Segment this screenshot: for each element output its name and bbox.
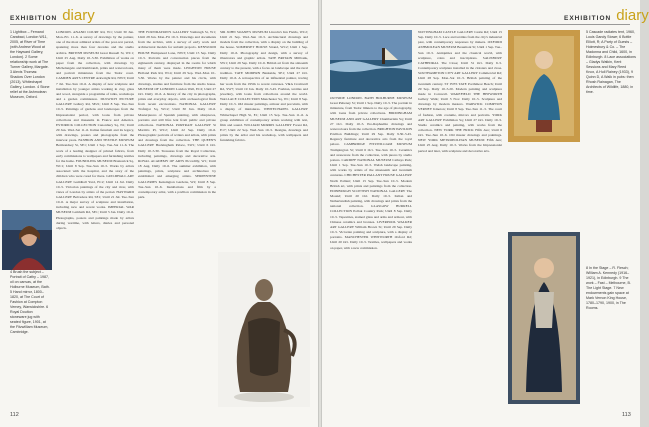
- woman-portrait-image: [2, 210, 52, 270]
- caption-bottom: 8 In the Stage – R. Flesch; William A. Kennedy (1916–1921), in Edinburgh. 9 The work – Fast – Melbourne, B. The Light Stage. 7 New endowments gain space at Mark Vernon King House, 1780–1790, 1900, in The Rooms.: [586, 266, 631, 310]
- left-page: [0, 0, 318, 427]
- jug-sculpture-image: [218, 252, 310, 407]
- section-label: EXHIBITION: [564, 15, 612, 22]
- header-rule: [330, 24, 630, 25]
- section-label: EXHIBITION: [10, 15, 58, 22]
- right-page: [322, 0, 649, 427]
- standing-figure-painting-image: [508, 232, 580, 404]
- caption-bottom: 4 Brush the subject – Portrait of Cathy – 1987, oil on canvas, at the Holburne Museum, Bath. 5 Hand mirror, 1800–1820, at The Court of Fashion at Compton Verney, Warwickshire. 6 Royal Doulton stoneware jug with seated figure, 1901, at the Fitzwilliam Museum, Cambridge.: [10, 270, 50, 334]
- left-header: [10, 9, 95, 23]
- page-number: 113: [622, 412, 631, 418]
- section-title: diary: [616, 7, 649, 24]
- listing-column-1: LONDON. ANAND COURT Rd, W1; Until 30 Jun. Mon–Fri. 11–6. A survey of drawings by the painter, one of the most admired artists of the post-war period, spanning more than four decades and the studio archive. BRITISH MUSEUM Great Russell St, WC1; Until 25 Aug. Daily 10–5.30. Exhibition of works on paper from the collection, with drawings by Michelangelo and Rembrandt, prints and watercolours, and portrait miniatures from the Tudor court. CAMDEN ARTS CENTRE Arkwright Rd, NW3; Until 7 Jul. Tue–Sun 10–6. A display of new sculpture and installation by younger artists working in clay, glass and wood, alongside a programme of talks, workshops and a garden commission. DULWICH PICTURE GALLERY Gallery Rd, SE21; Until 8 Sep. Tue–Sun 10–5. Paintings of gardens and landscapes from the Impressionist period, with loans from private collections and museums in France and America. ESTORICK COLLECTION Canonbury Sq, N1; Until 29 Jun. Wed–Sat 11–6. Italian futurism and its legacy, with drawings, posters and photographs from the interwar years. FASHION AND TEXTILE MUSEUM Bermondsey St, SE1; Until 1 Sep. Tue–Sat 11–6. The work of a leading designer of printed fabrics, from early commissions to wallpapers and furnishing textiles for the home. FOUNDLING MUSEUM Brunswick Sq, WC1; Until 8 Sep. Tue–Sun 10–5. Works by artists associated with the hospital, and the story of the children who were cared for there. GUILDHALL ART GALLERY Guildhall Yard, EC2; Until 14 Jul. Daily 10–5. Victorian paintings of the city and river, with views of London by artists of the period. HAYWARD GALLERY Belvedere Rd, SE1; Until 21 Jul. Tue–Sun 10–6. A major survey of sculpture and installation, including new and recent works. IMPERIAL WAR MUSEUM Lambeth Rd, SE1; Until 5 Jan. Daily 10–6. Photographs, posters and paintings made by artists during wartime, with letters, diaries and personal objects.: [56, 30, 134, 230]
- caption-top: 5 Cascade radiates tent, 1960, Louis Gandy Stowe; 6 Bottle Elliott, R; A Party of Guests – Holmesbury & Co. – The Madonna and Child, 1600, in Edinburgh. 8 Lace associations – Gladys Watkin, Kent Sessions and Mary Reed Knox, A Hull Rainey (1933), 9 Quinn D, A Walk in pubs: then Rhosh Rainagan, The Architects of Wildlife, 1880, in time.: [586, 30, 636, 94]
- listing-column-2: NOTTINGHAM CASTLE GALLERY Castle Rd; Until 15 Sep. Daily 10–5. Lace and textiles from the city's industrial past, with contemporary responses by makers. OXFORD ASHMOLEAN MUSEUM Beaumont St; Until 1 Sep. Tue–Sun 10–5. Antiquities and the classical world, with sculpture, coins and inscriptions. SALISBURY CATHEDRAL The Close; Until 31 Oct. Daily 9–5. Contemporary sculpture installed in the cloisters and close. SOUTHAMPTON CITY ART GALLERY Commercial Rd; Until 28 Sep. Mon–Sat 10–3. British painting of the twentieth century. ST IVES TATE Porthmeor Beach; Until 29 Sep. Daily 10–5.20. Modern painting and sculpture made in Cornwall. WAKEFIELD THE HEPWORTH Gallery Walk; Until 3 Nov. Daily 10–5. Sculpture and drawings by modern masters. WARWICK COMPTON VERNEY Kineton; Until 8 Sep. Tue–Sun 11–5. The court of fashion, with costume, mirrors and portraits. YORK ART GALLERY Exhibition Sq; Until 27 Oct. Daily 10–5. Studio ceramics and painting, with works from the collection. NEW YORK THE FRICK Fifth Ave; Until 6 Oct. Tue–Sun 10–6. Old master drawings and paintings. NEW YORK METROPOLITAN MUSEUM Fifth Ave; Until 25 Aug. Daily 10–5. Works from the Impressionist period and later, with sculpture and decorative arts.: [418, 30, 502, 153]
- seascape-painting-image: [330, 30, 412, 92]
- section-title: diary: [62, 7, 95, 24]
- listing-column-1: OUTSIDE LONDON. BATH HOLBURNE MUSEUM Great Pulteney St; Until 1 Sep. Daily 10–5. The portrait in miniature, from Tudor limners to the age of photography, with loans from private collections. BIRMINGHAM MUSEUM AND ART GALLERY Chamberlain Sq; Until 27 Oct. Daily 10–5. Pre-Raphaelite drawings and watercolours from the collection. BRIGHTON PAVILION Pavilion Buildings; Until 29 Sep. Daily 9.30–5.45. Regency furniture and decorative arts from the royal palace. CAMBRIDGE FITZWILLIAM MUSEUM Trumpington St; Until 6 Oct. Tue–Sun 10–5. Ceramics and stoneware from the collection, with pieces by studio potters. CARDIFF NATIONAL MUSEUM Cathays Park; Until 1 Sep. Tue–Sun 10–5. Welsh landscape painting, with works by artists of the nineteenth and twentieth centuries. CHICHESTER PALLANT HOUSE GALLERY North Pallant; Until 15 Sep. Tue–Sun 10–5. Modern British art, with prints and paintings from the collection. EDINBURGH SCOTTISH NATIONAL GALLERY The Mound; Until 20 Oct. Daily 10–5. Italian and Netherlandish painting, with drawings and prints from the national collection. GLASGOW BURRELL COLLECTION Pollok Country Park; Until 8 Sep. Daily 10–5. Tapestries, stained glass and arms and armour, with Chinese ceramics and bronzes. LIVERPOOL WALKER ART GALLERY William Brown St; Until 29 Sep. Daily 10–5. Victorian painting and sculpture, with a display of portraits. MANCHESTER WHITWORTH Oxford Rd; Until 20 Oct. Daily 10–5. Textiles, wallpapers and works on paper, with a new commission.: [330, 96, 412, 250]
- listing-column-2: THE FOUNDATION'S GALLERY Vanbrugh St, W1; Until 28 Jun. Mon–Fri 10–5. Drawings and documents from the archive, with a survey of early work and architectural models for unbuilt projects. KENWOOD HOUSE Hampstead Lane, NW3; Until 15 Sep. Daily 10–5. Portraits and conversation pieces from the eighteenth century, displayed in the rooms for which many of them were made. LEIGHTON HOUSE Holland Park Rd, W14; Until 29 Sep. Wed–Mon 10–5.30. Works by the painter and his circle, with drawings, studies and furniture from the studio house. MUSEUM OF LONDON London Wall, EC2; Until 27 Oct. Daily 10–6. A history of the city in photographs, prints and everyday objects, with archaeological finds from recent excavations. NATIONAL GALLERY Trafalgar Sq, WC2; Until 30 Jun. Daily 10–6. Masterpieces of Spanish painting, with altarpieces, portraits and still lifes lent from public and private collections. NATIONAL PORTRAIT GALLERY St Martin's Pl, WC2; Until 22 Sep. Daily 10–6. Photographic portraits of writers and artists, with prints and drawings from the collection. THE QUEEN'S GALLERY Buckingham Palace, SW1; Until 6 Oct. Daily 10–5.30. Treasures from the Royal Collection, including paintings, drawings and decorative arts. ROYAL ACADEMY OF ARTS Piccadilly, W1; Until 18 Aug. Daily 10–6. The summer exhibition, with paintings, prints, sculpture and architecture by established and emerging artists. SERPENTINE GALLERIES Kensington Gardens, W2; Until 8 Sep. Tue–Sun 10–6. Installations and film by a contemporary artist, with a pavilion commission in the park.: [138, 30, 216, 199]
- page-number: 112: [10, 412, 19, 418]
- right-header: [564, 9, 649, 23]
- listing-column-3: SIR JOHN SOANE'S MUSEUM Lincoln's Inn Fields, WC2; Until 21 Sep. Wed–Sun 10–5. Architectural drawings and models from the collection, with a display on the building of the house. SOMERSET HOUSE Strand, WC2; Until 1 Sep. Daily 10–6. Photography and design, with a survey of illustrators and graphic artists. TATE BRITAIN Millbank, SW1; Until 29 Sep. Daily 10–6. British art from the sixteenth century to the present, with a focus on landscape and the rural tradition. TATE MODERN Bankside, SE1; Until 27 Oct. Daily 10–6. A retrospective of an influential painter, tracing her work from the 1950s to recent canvases. V&A Cromwell Rd, SW7; Until 19 Jan. Daily 10–5.45. Fashion, textiles and jewellery, with loans from collections around the world. WALLACE COLLECTION Manchester Sq, W1; Until 8 Sep. Daily 10–5. Old master paintings, armour and porcelain, with a display of miniatures. WHITECHAPEL GALLERY Whitechapel High St, E1; Until 15 Sep. Tue–Sun 11–6. A group exhibition of contemporary artists working with text, film and sound. WILLIAM MORRIS GALLERY Forest Rd, E17; Until 22 Sep. Wed–Sun 10–5. Designs, drawings and prints by the artist and his workshop, with wallpapers and furnishing fabrics.: [220, 30, 308, 143]
- figure-painting-image: [508, 30, 580, 142]
- caption-top: 1 Lightbox – Femand Carabaci, London W11, 2005, at River of Time (with Andrew Wood at the Hayward Gallery, London). 2 Some relationship work at The Turner Gallery, Margate. 3 Alexis Thomas: Shadow Over London (2013), Whitechapel Gallery, London. 4 Stone relief at the Ashmolean Museum, Oxford.: [10, 30, 50, 99]
- header-rule: [10, 24, 310, 25]
